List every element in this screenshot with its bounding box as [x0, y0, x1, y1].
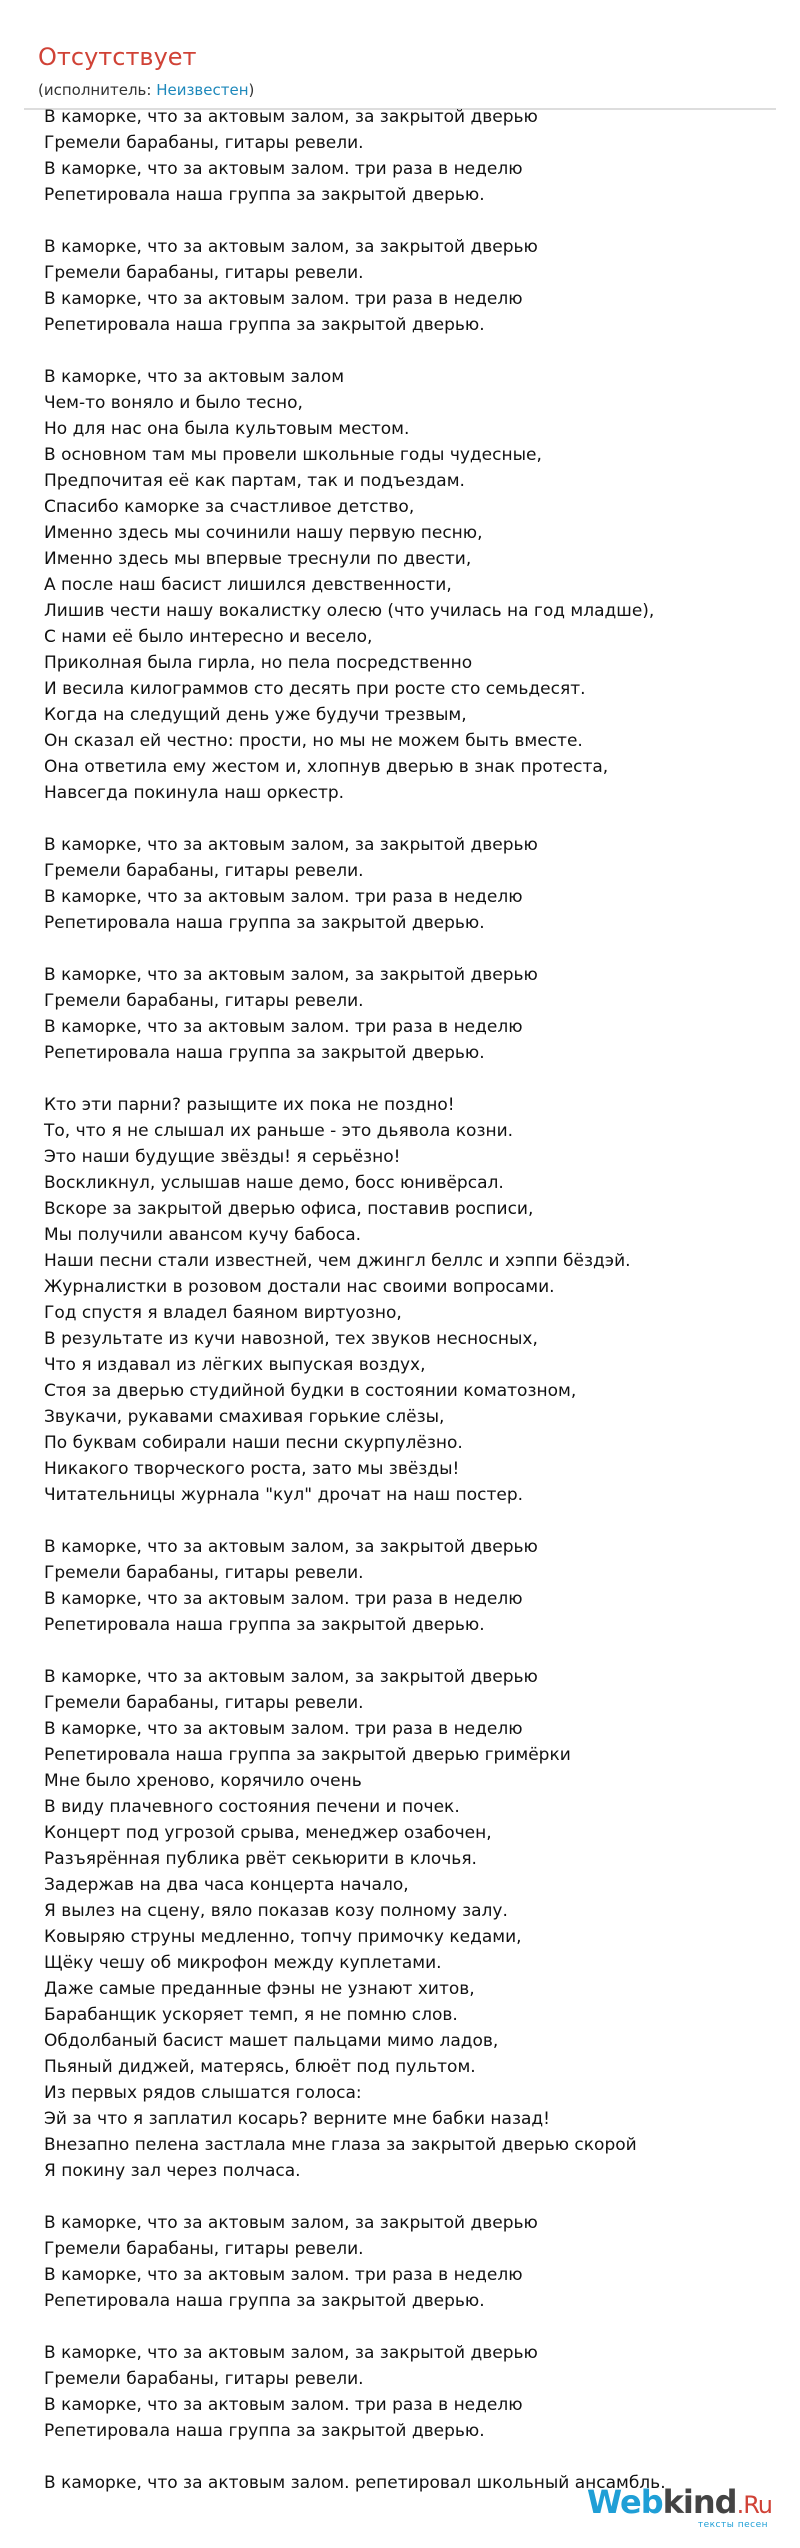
lyrics-line: В основном там мы провели школьные годы чудесные, [44, 445, 542, 465]
artist-line [38, 80, 776, 100]
lyrics-line: Гремели барабаны, гитары ревели. [44, 133, 364, 153]
lyrics-line: Репетировала наша группа за закрытой дверью. [44, 1043, 485, 1063]
lyrics-line: Она ответила ему жестом и, хлопнув дверью в знак протеста, [44, 757, 609, 777]
lyrics-line: Когда на следущий день уже будучи трезвым, [44, 705, 467, 725]
lyrics-stanza [44, 364, 754, 806]
lyrics-line: Воскликнул, услышав наше демо, босс юнивёрсал. [44, 1173, 504, 1193]
lyrics-line: В каморке, что за актовым залом [44, 367, 345, 387]
watermark-kind: kind [662, 2483, 737, 2521]
lyrics-stanza [44, 962, 754, 1066]
lyrics-line: В каморке, что за актовым залом. три раза в неделю [44, 159, 523, 179]
lyrics-stanza [44, 2340, 754, 2444]
lyrics-line: В результате из кучи навозной, тех звуков несносных, [44, 1329, 538, 1349]
lyrics-line: Гремели барабаны, гитары ревели. [44, 2239, 364, 2259]
lyrics-line: Никакого творческого роста, зато мы звёзды! [44, 1459, 460, 1479]
lyrics-line: Спасибо каморке за счастливое детство, [44, 497, 415, 517]
lyrics-line: В виду плачевного состояния печени и почек. [44, 1797, 460, 1817]
lyrics-stanza [44, 832, 754, 936]
lyrics-line: Мне было хреново, корячило очень [44, 1771, 362, 1791]
watermark-web: Web [586, 2483, 663, 2521]
lyrics-line: Звукачи, рукавами смахивая горькие слёзы, [44, 1407, 445, 1427]
watermark-logo [587, 2484, 772, 2523]
lyrics-line: Чем-то воняло и было тесно, [44, 393, 303, 413]
lyrics-line: Гремели барабаны, гитары ревели. [44, 1563, 364, 1583]
lyrics-line: Именно здесь мы сочинили нашу первую песню, [44, 523, 483, 543]
lyrics-line: Год спустя я владел баяном виртуозно, [44, 1303, 402, 1323]
lyrics-line: С нами её было интересно и весело, [44, 627, 373, 647]
site-watermark [572, 2484, 772, 2528]
lyrics-line: Репетировала наша группа за закрытой дверью. [44, 2291, 485, 2311]
lyrics-line: Приколная была гирла, но пела посредственно [44, 653, 473, 673]
lyrics-line: Он сказал ей честно: прости, но мы не можем быть вместе. [44, 731, 583, 751]
lyrics-line: Репетировала наша группа за закрытой дверью. [44, 185, 485, 205]
artist-suffix: ) [248, 81, 255, 99]
lyrics-line: В каморке, что за актовым залом. три раза в неделю [44, 1589, 523, 1609]
lyrics-line: Гремели барабаны, гитары ревели. [44, 2369, 364, 2389]
lyrics-stanza [44, 234, 754, 338]
lyrics-line: В каморке, что за актовым залом, за закрытой дверью [44, 2343, 538, 2363]
lyrics-line: Ковыряю струны медленно, топчу примочку кедами, [44, 1927, 522, 1947]
lyrics-stanza [44, 104, 754, 208]
lyrics-line: Эй за что я заплатил косарь? верните мне бабки назад! [44, 2109, 550, 2129]
lyrics-line: Наши песни стали известней, чем джингл беллс и хэппи бёздэй. [44, 1251, 631, 1271]
lyrics-line: Именно здесь мы впервые треснули по двести, [44, 549, 472, 569]
lyrics-line: В каморке, что за актовым залом, за закрытой дверью [44, 2213, 538, 2233]
lyrics-line: Лишив чести нашу вокалистку олесю (что училась на год младше), [44, 601, 655, 621]
lyrics-line: Щёку чешу об микрофон между куплетами. [44, 1953, 442, 1973]
lyrics-line: Журналистки в розовом достали нас своими вопросами. [44, 1277, 555, 1297]
lyrics-line: Гремели барабаны, гитары ревели. [44, 263, 364, 283]
lyrics-stanza [44, 1092, 754, 1508]
lyrics-line: Но для нас она была культовым местом. [44, 419, 410, 439]
lyrics-body [44, 104, 754, 2522]
lyrics-line: Задержав на два часа концерта начало, [44, 1875, 409, 1895]
lyrics-stanza [44, 1534, 754, 1638]
lyrics-stanza [44, 1664, 754, 2184]
lyrics-line: В каморке, что за актовым залом. три раза в неделю [44, 887, 523, 907]
lyrics-line: В каморке, что за актовым залом, за закрытой дверью [44, 835, 538, 855]
lyrics-stanza [44, 2210, 754, 2314]
lyrics-line: Даже самые преданные фэны не узнают хитов, [44, 1979, 475, 1999]
watermark-ru: .Ru [736, 2491, 772, 2519]
lyrics-line: Я вылез на сцену, вяло показав козу полному залу. [44, 1901, 508, 1921]
lyrics-line: Навсегда покинула наш оркестр. [44, 783, 345, 803]
lyrics-line: Пьяный диджей, матерясь, блюёт под пультом. [44, 2057, 476, 2077]
lyrics-line: Репетировала наша группа за закрытой дверью. [44, 2421, 485, 2441]
lyrics-line: И весила килограммов сто десять при росте сто семьдесят. [44, 679, 586, 699]
lyrics-line: В каморке, что за актовым залом. три раза в неделю [44, 2265, 523, 2285]
page-header [24, 18, 776, 110]
lyrics-line: Я покину зал через полчаса. [44, 2161, 301, 2181]
lyrics-line: Концерт под угрозой срыва, менеджер озабочен, [44, 1823, 492, 1843]
lyrics-line: Репетировала наша группа за закрытой дверью гримёрки [44, 1745, 571, 1765]
lyrics-line: Разъярённая публика рвёт секьюрити в клочья. [44, 1849, 477, 1869]
lyrics-line: Репетировала наша группа за закрытой дверью. [44, 1615, 485, 1635]
lyrics-line: В каморке, что за актовым залом, за закрытой дверью [44, 1537, 538, 1557]
lyrics-line: То, что я не слышал их раньше - это дьявола козни. [44, 1121, 514, 1141]
lyrics-line: В каморке, что за актовым залом. три раза в неделю [44, 2395, 523, 2415]
lyrics-line: Гремели барабаны, гитары ревели. [44, 861, 364, 881]
lyrics-line: Стоя за дверью студийной будки в состоянии коматозном, [44, 1381, 577, 1401]
lyrics-line: В каморке, что за актовым залом, за закрытой дверью [44, 965, 538, 985]
lyrics-line: Предпочитая её как партам, так и подъездам. [44, 471, 465, 491]
lyrics-line: Внезапно пелена застлала мне глаза за закрытой дверью скорой [44, 2135, 637, 2155]
lyrics-line: Это наши будущие звёзды! я серьёзно! [44, 1147, 401, 1167]
lyrics-line: Гремели барабаны, гитары ревели. [44, 1693, 364, 1713]
lyrics-line: В каморке, что за актовым залом. три раза в неделю [44, 1017, 523, 1037]
lyrics-line: Вскоре за закрытой дверью офиса, поставив росписи, [44, 1199, 534, 1219]
artist-link[interactable]: Неизвестен [156, 81, 249, 99]
lyrics-line: Репетировала наша группа за закрытой дверью. [44, 913, 485, 933]
lyrics-line: В каморке, что за актовым залом, за закрытой дверью [44, 1667, 538, 1687]
lyrics-line: А после наш басист лишился девственности, [44, 575, 452, 595]
artist-prefix: (исполнитель: [38, 81, 157, 99]
lyrics-line: В каморке, что за актовым залом. три раза в неделю [44, 1719, 523, 1739]
lyrics-line: По буквам собирали наши песни скурпулёзно. [44, 1433, 463, 1453]
lyrics-line: Что я издавал из лёгких выпуская воздух, [44, 1355, 426, 1375]
lyrics-line: Читательницы журнала "кул" дрочат на наш постер. [44, 1485, 524, 1505]
lyrics-line: Обдолбаный басист машет пальцами мимо ладов, [44, 2031, 499, 2051]
lyrics-line: Репетировала наша группа за закрытой дверью. [44, 315, 485, 335]
lyrics-line: Гремели барабаны, гитары ревели. [44, 991, 364, 1011]
lyrics-line: Мы получили авансом кучу бабоса. [44, 1225, 362, 1245]
lyrics-line: Барабанщик ускоряет темп, я не помню слов. [44, 2005, 458, 2025]
watermark-subtitle: тексты песен [697, 2520, 768, 2530]
lyrics-line: Кто эти парни? разыщите их пока не поздно! [44, 1095, 455, 1115]
lyrics-line: Из первых рядов слышатся голоса: [44, 2083, 362, 2103]
lyrics-line: В каморке, что за актовым залом, за закрытой дверью [44, 237, 538, 257]
lyrics-line: В каморке, что за актовым залом. три раза в неделю [44, 289, 523, 309]
lyrics-line: В каморке, что за актовым залом. репетировал школьный ансамбль. [44, 2473, 666, 2493]
song-title: Отсутствует [38, 43, 197, 71]
lyrics-line: В каморке, что за актовым залом, за закрытой дверью [44, 107, 538, 127]
